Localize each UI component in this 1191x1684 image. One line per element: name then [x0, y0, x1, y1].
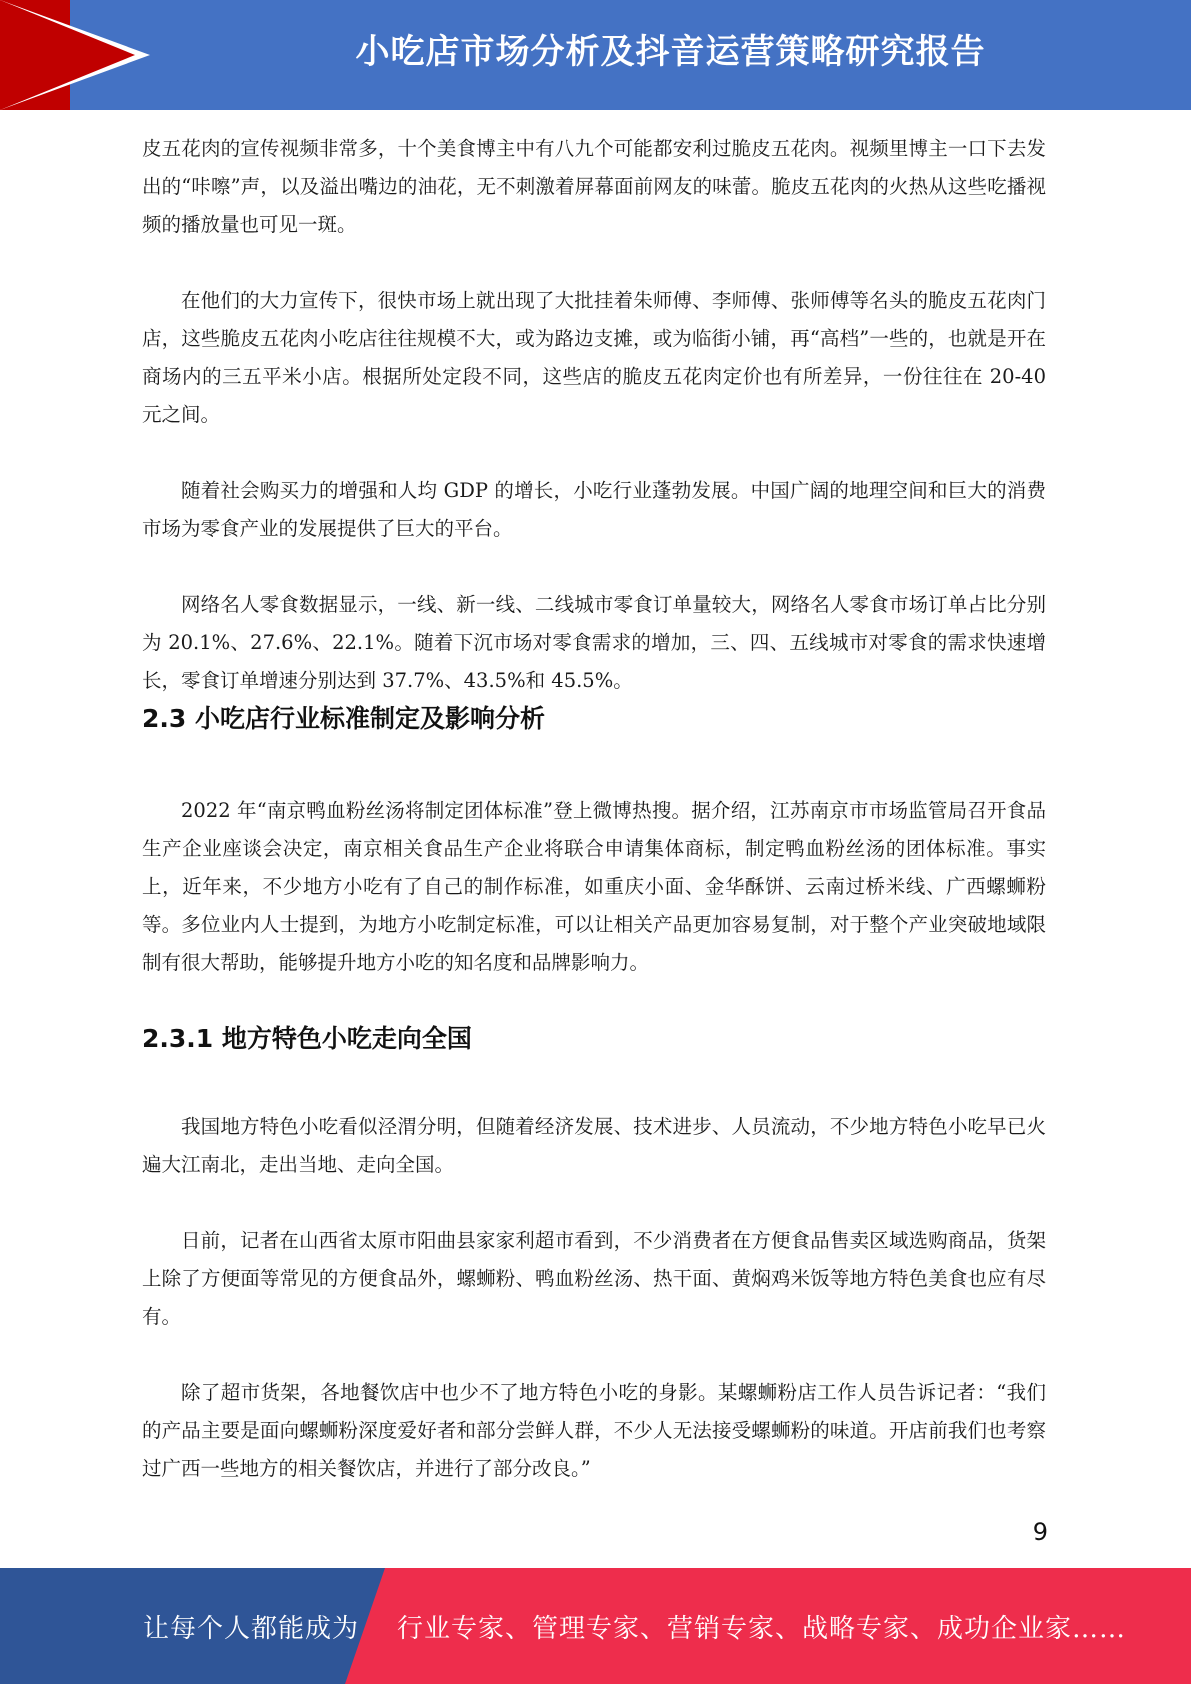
header-arrow: [0, 0, 135, 110]
header-band: [0, 0, 1191, 110]
page-content: [142, 130, 1046, 1488]
paragraph-4: 网络名人零食数据显示，一线、新一线、二线城市零食订单量较大，网络名人零食市场订单占比分别为 20.1%、27.6%、22.1%。随着下沉市场对零食需求的增加，三、四、五线城市对零食的需求快速增长，零食订单增速分别达到 37.7%、43.5%和 45.5%。: [142, 593, 1046, 692]
section-heading-2-3: 2.3 小吃店行业标准制定及影响分析: [142, 704, 545, 733]
paragraph-5: 2022 年“南京鸭血粉丝汤将制定团体标准”登上微博热搜。据介绍，江苏南京市市场监管局召开食品生产企业座谈会决定，南京相关食品生产企业将联合申请集体商标，制定鸭血粉丝汤的团体标准。事实上，近年来，不少地方小吃有了自己的制作标准，如重庆小面、金华酥饼、云南过桥米线、广西螺蛳粉等。多位业内人士提到，为地方小吃制定标准，可以让相关产品更加容易复制，对于整个产业突破地域限制有很大帮助，能够提升地方小吃的知名度和品牌影响力。: [142, 799, 1046, 974]
paragraph-2: 在他们的大力宣传下，很快市场上就出现了大批挂着朱师傅、李师傅、张师傅等名头的脆皮五花肉门店，这些脆皮五花肉小吃店往往规模不大，或为路边支摊，或为临街小铺，再“高档”一些的，也就是开在商场内的三五平米小店。根据所处定段不同，这些店的脆皮五花肉定价也有所差异，一份往往在 20-40 元之间。: [142, 289, 1046, 426]
report-title: 小吃店市场分析及抖音运营策略研究报告: [355, 32, 986, 72]
paragraph-8: 除了超市货架，各地餐饮店中也少不了地方特色小吃的身影。某螺蛳粉店工作人员告诉记者：“我们的产品主要是面向螺蛳粉深度爱好者和部分尝鲜人群，不少人无法接受螺蛳粉的味道。开店前我们也考察过广西一些地方的相关餐饮店，并进行了部分改良。”: [142, 1381, 1046, 1480]
paragraph-6: 我国地方特色小吃看似泾渭分明，但随着经济发展、技术进步、人员流动，不少地方特色小吃早已火遍大江南北，走出当地、走向全国。: [142, 1115, 1046, 1176]
footer-slogan-right: 行业专家、管理专家、营销专家、战略专家、成功企业家……: [397, 1614, 1127, 1644]
paragraph-1: 皮五花肉的宣传视频非常多，十个美食博主中有八九个可能都安利过脆皮五花肉。视频里博主一口下去发出的“咔嚓”声，以及溢出嘴边的油花，无不刺激着屏幕面前网友的味蕾。脆皮五花肉的火热从这些吃播视频的播放量也可见一斑。: [142, 137, 1046, 236]
section-heading-2-3-1: 2.3.1 地方特色小吃走向全国: [142, 1024, 472, 1053]
paragraph-3: 随着社会购买力的增强和人均 GDP 的增长，小吃行业蓬勃发展。中国广阔的地理空间和巨大的消费市场为零食产业的发展提供了巨大的平台。: [142, 479, 1046, 540]
footer-band: [0, 1568, 1191, 1684]
paragraph-7: 日前，记者在山西省太原市阳曲县家家利超市看到，不少消费者在方便食品售卖区域选购商品，货架上除了方便面等常见的方便食品外，螺蛳粉、鸭血粉丝汤、热干面、黄焖鸡米饭等地方特色美食也应有尽有。: [142, 1229, 1046, 1328]
page-number: 9: [1032, 1518, 1048, 1546]
footer-slogan-left: 让每个人都能成为: [143, 1614, 360, 1644]
